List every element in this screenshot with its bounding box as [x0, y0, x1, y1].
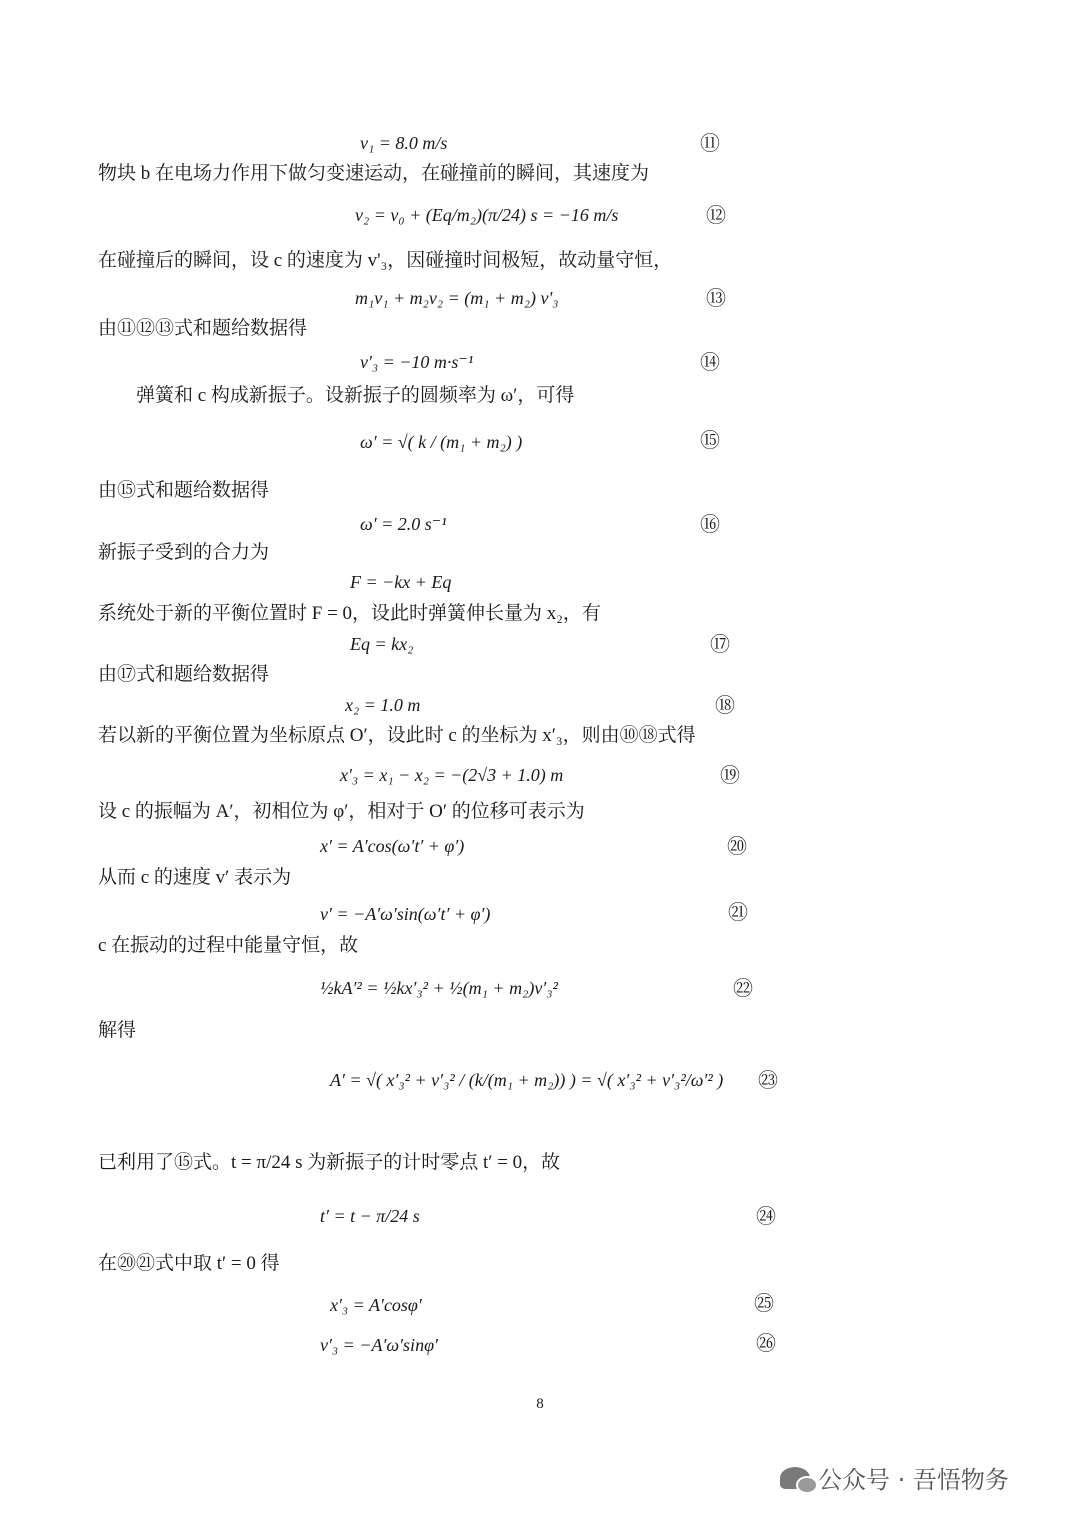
- equation-number-19: ⑲: [720, 763, 740, 787]
- text-line-13: 系统处于新的平衡位置时 F = 0，设此时弹簧伸长量为 x₂，有: [98, 603, 601, 624]
- text-line-9: 由⑮式和题给数据得: [98, 480, 270, 501]
- equation-number-16: ⑯: [700, 512, 720, 536]
- equation-number-24: ㉔: [756, 1204, 776, 1228]
- wechat-icon: [780, 1467, 810, 1489]
- watermark-text: 公众号 · 吾悟物务: [818, 1466, 1009, 1494]
- equation-14: v'₃ = −10 m·s⁻¹: [360, 352, 474, 372]
- text-line-27: 已利用了⑮式。t = π/24 s 为新振子的计时零点 t′ = 0，故: [98, 1152, 561, 1173]
- equation-26: v′₃ = −A′ω′sinφ′: [320, 1335, 438, 1355]
- equation-number-23: ㉓: [758, 1068, 778, 1092]
- text-line-25: 解得: [98, 1020, 137, 1041]
- equation-16: ω′ = 2.0 s⁻¹: [360, 514, 447, 534]
- text-line-7: 弹簧和 c 构成新振子。设新振子的圆频率为 ω′，可得: [136, 385, 575, 406]
- equation-13: m₁v₁ + m₂v₂ = (m₁ + m₂) v'₃: [355, 288, 559, 308]
- equation-20: x′ = A′cos(ω′t′ + φ′): [320, 836, 465, 856]
- equation-number-18: ⑱: [715, 693, 735, 717]
- text-line-3: 在碰撞后的瞬间，设 c 的速度为 v'₃，因碰撞时间极短，故动量守恒，: [98, 250, 673, 271]
- text-line-23: c 在振动的过程中能量守恒，故: [98, 935, 359, 956]
- equation-number-20: ⑳: [727, 834, 747, 858]
- equation-number-12: ⑫: [706, 203, 726, 227]
- equation-21: v′ = −A′ω′sin(ω′t′ + φ′): [320, 904, 491, 924]
- equation-number-11: ⑪: [700, 131, 720, 155]
- equation-number-22: ㉒: [733, 976, 753, 1000]
- equation-19: x′₃ = x₁ − x₂ = −(2√3 + 1.0) m: [340, 765, 564, 785]
- text-line-29: 在⑳㉑式中取 t′ = 0 得: [98, 1253, 280, 1274]
- text-line-5: 由⑪⑫⑬式和题给数据得: [98, 318, 308, 339]
- equation-11: v₁ = 8.0 m/s: [360, 133, 448, 153]
- equation-24: t′ = t − π/24 s: [320, 1206, 420, 1226]
- equation-18: x₂ = 1.0 m: [345, 695, 421, 715]
- equation-force: F = −kx + Eq: [350, 572, 452, 592]
- equation-number-15: ⑮: [700, 428, 720, 452]
- equation-number-26: ㉖: [756, 1331, 776, 1355]
- equation-17: Eq = kx₂: [350, 634, 414, 654]
- equation-number-14: ⑭: [700, 350, 720, 374]
- text-line-17: 若以新的平衡位置为坐标原点 O′，设此时 c 的坐标为 x′₃，则由⑩⑱式得: [98, 725, 696, 746]
- text-line-1: 物块 b 在电场力作用下做匀变速运动，在碰撞前的瞬间，其速度为: [98, 163, 650, 184]
- equation-15: ω′ = √( k / (m₁ + m₂) ): [360, 432, 523, 452]
- equation-number-21: ㉑: [728, 900, 748, 924]
- watermark: [780, 1460, 1009, 1495]
- equation-23: A′ = √( x′₃² + v′₃² / (k/(m₁ + m₂)) ) = √( x′₃² + v′₃²/ω′² ): [330, 1070, 724, 1090]
- equation-22: ½kA′² = ½kx′₃² + ½(m₁ + m₂)v′₃²: [320, 978, 558, 998]
- equation-number-25: ㉕: [754, 1291, 774, 1315]
- equation-25: x′₃ = A′cosφ′: [330, 1295, 422, 1315]
- text-line-21: 从而 c 的速度 v′ 表示为: [98, 867, 292, 888]
- text-line-19: 设 c 的振幅为 A′，初相位为 φ′，相对于 O′ 的位移可表示为: [98, 801, 585, 822]
- equation-12: v₂ = v₀ + (Eq/m₂)(π/24) s = −16 m/s: [355, 205, 619, 225]
- text-line-15: 由⑰式和题给数据得: [98, 664, 270, 685]
- page-number: 8: [536, 1396, 544, 1412]
- equation-number-13: ⑬: [706, 286, 726, 310]
- text-line-11: 新振子受到的合力为: [98, 542, 270, 563]
- equation-number-17: ⑰: [710, 632, 730, 656]
